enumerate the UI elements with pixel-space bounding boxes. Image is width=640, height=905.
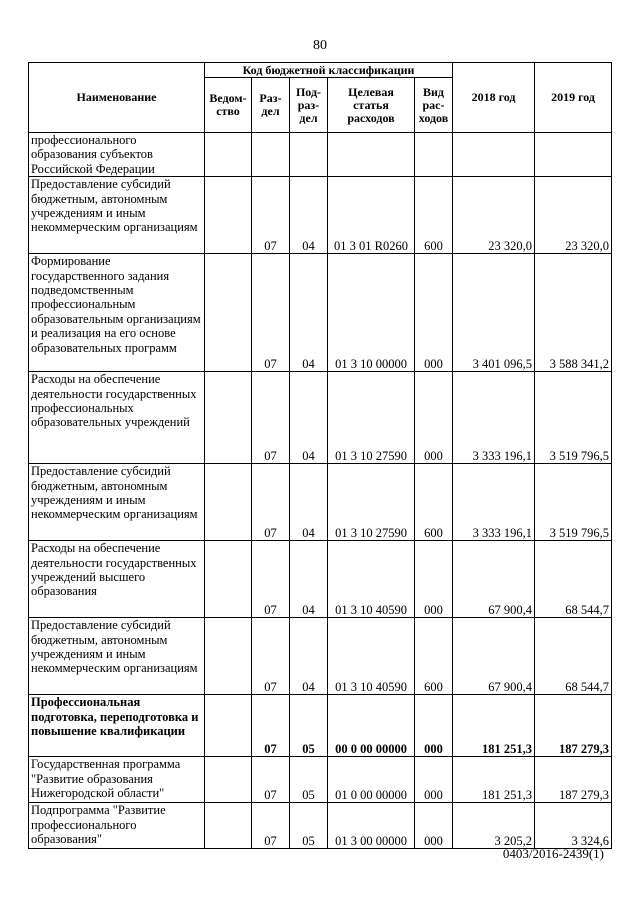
row-podrazdel: [290, 133, 328, 177]
row-vid: 600: [415, 464, 453, 541]
row-tselevaya: 00 0 00 00000: [328, 695, 415, 757]
row-vid: 000: [415, 541, 453, 618]
header-podrazdel: Под- раз- дел: [290, 78, 328, 133]
row-2018: 3 401 096,5: [453, 254, 535, 372]
row-2019: 68 544,7: [535, 541, 612, 618]
row-vedomstvo: [205, 464, 252, 541]
row-razdel: 07: [252, 695, 290, 757]
row-podrazdel: 04: [290, 541, 328, 618]
row-podrazdel: 05: [290, 695, 328, 757]
row-tselevaya: 01 3 10 40590: [328, 618, 415, 695]
row-2019: 68 544,7: [535, 618, 612, 695]
table-row: [29, 803, 612, 849]
header-vid: Вид рас- ходов: [415, 78, 453, 133]
budget-table: [28, 62, 612, 849]
row-vedomstvo: [205, 803, 252, 849]
row-tselevaya: 01 3 01 R0260: [328, 177, 415, 254]
page-number: 80: [313, 38, 327, 53]
table-row: [29, 177, 612, 254]
row-name: Профессиональная подготовка, переподготовка и повышение квалификации: [29, 695, 205, 757]
row-2018: 3 333 196,1: [453, 464, 535, 541]
row-vid: 000: [415, 757, 453, 803]
row-2019: 187 279,3: [535, 757, 612, 803]
row-name: Формирование государственного задания подведомственным профессиональным образовательным организациям и реализация на его основе образовательных программ: [29, 254, 205, 372]
table-row: [29, 695, 612, 757]
row-vedomstvo: [205, 695, 252, 757]
row-2018: 3 333 196,1: [453, 372, 535, 464]
row-name: Расходы на обеспечение деятельности государственных профессиональных образовательных учреждений: [29, 372, 205, 464]
header-2018: 2018 год: [453, 63, 535, 133]
row-2018: [453, 133, 535, 177]
row-podrazdel: 04: [290, 618, 328, 695]
header-tselevaya: Целевая статья расходов: [328, 78, 415, 133]
row-razdel: 07: [252, 618, 290, 695]
table-row: [29, 133, 612, 177]
header-code-group: Код бюджетной классификации: [205, 63, 453, 78]
row-razdel: 07: [252, 757, 290, 803]
row-vid: 600: [415, 177, 453, 254]
row-vedomstvo: [205, 177, 252, 254]
table-row: [29, 541, 612, 618]
table-row: [29, 757, 612, 803]
row-vedomstvo: [205, 254, 252, 372]
row-tselevaya: 01 0 00 00000: [328, 757, 415, 803]
header-2019: 2019 год: [535, 63, 612, 133]
row-2019: 3 324,6: [535, 803, 612, 849]
row-tselevaya: 01 3 00 00000: [328, 803, 415, 849]
row-podrazdel: 04: [290, 177, 328, 254]
row-2019: 3 519 796,5: [535, 464, 612, 541]
row-razdel: 07: [252, 803, 290, 849]
row-vedomstvo: [205, 541, 252, 618]
row-2019: 3 588 341,2: [535, 254, 612, 372]
row-2018: 67 900,4: [453, 541, 535, 618]
row-2019: 23 320,0: [535, 177, 612, 254]
row-2018: 67 900,4: [453, 618, 535, 695]
row-2018: 181 251,3: [453, 695, 535, 757]
row-vid: [415, 133, 453, 177]
row-vedomstvo: [205, 133, 252, 177]
row-razdel: 07: [252, 541, 290, 618]
row-vid: 000: [415, 803, 453, 849]
row-razdel: 07: [252, 177, 290, 254]
table-body: [29, 133, 612, 849]
row-podrazdel: 05: [290, 803, 328, 849]
row-tselevaya: 01 3 10 27590: [328, 372, 415, 464]
header-name: Наименование: [29, 63, 205, 133]
row-tselevaya: [328, 133, 415, 177]
row-vid: 000: [415, 695, 453, 757]
row-vid: 000: [415, 372, 453, 464]
table-row: [29, 618, 612, 695]
row-name: Предоставление субсидий бюджетным, автономным учреждениям и иным некоммерческим организациям: [29, 618, 205, 695]
row-name: Предоставление субсидий бюджетным, автономным учреждениям и иным некоммерческим организациям: [29, 464, 205, 541]
row-podrazdel: 04: [290, 372, 328, 464]
row-razdel: [252, 133, 290, 177]
row-vid: 600: [415, 618, 453, 695]
row-name: Предоставление субсидий бюджетным, автономным учреждениям и иным некоммерческим организациям: [29, 177, 205, 254]
header-vedomstvo: Ведом- ство: [205, 78, 252, 133]
row-tselevaya: 01 3 10 00000: [328, 254, 415, 372]
table-row: [29, 464, 612, 541]
row-name: профессионального образования субъектов Российской Федерации: [29, 133, 205, 177]
row-name: Подпрограмма "Развитие профессионального образования": [29, 803, 205, 849]
table-row: [29, 254, 612, 372]
row-2019: 3 519 796,5: [535, 372, 612, 464]
row-2019: [535, 133, 612, 177]
row-podrazdel: 04: [290, 464, 328, 541]
row-tselevaya: 01 3 10 40590: [328, 541, 415, 618]
header-razdel: Раз- дел: [252, 78, 290, 133]
row-tselevaya: 01 3 10 27590: [328, 464, 415, 541]
row-vedomstvo: [205, 618, 252, 695]
row-2018: 23 320,0: [453, 177, 535, 254]
row-name: Расходы на обеспечение деятельности государственных учреждений высшего образования: [29, 541, 205, 618]
row-razdel: 07: [252, 254, 290, 372]
row-name: Государственная программа "Развитие образования Нижегородской области": [29, 757, 205, 803]
row-vedomstvo: [205, 757, 252, 803]
row-2018: 3 205,2: [453, 803, 535, 849]
header-row-top: [29, 63, 612, 78]
document-code: 0403/2016-2439(1): [502, 846, 604, 861]
row-podrazdel: 05: [290, 757, 328, 803]
row-vid: 000: [415, 254, 453, 372]
row-vedomstvo: [205, 372, 252, 464]
table-row: [29, 372, 612, 464]
row-2018: 181 251,3: [453, 757, 535, 803]
row-podrazdel: 04: [290, 254, 328, 372]
row-2019: 187 279,3: [535, 695, 612, 757]
row-razdel: 07: [252, 464, 290, 541]
row-razdel: 07: [252, 372, 290, 464]
